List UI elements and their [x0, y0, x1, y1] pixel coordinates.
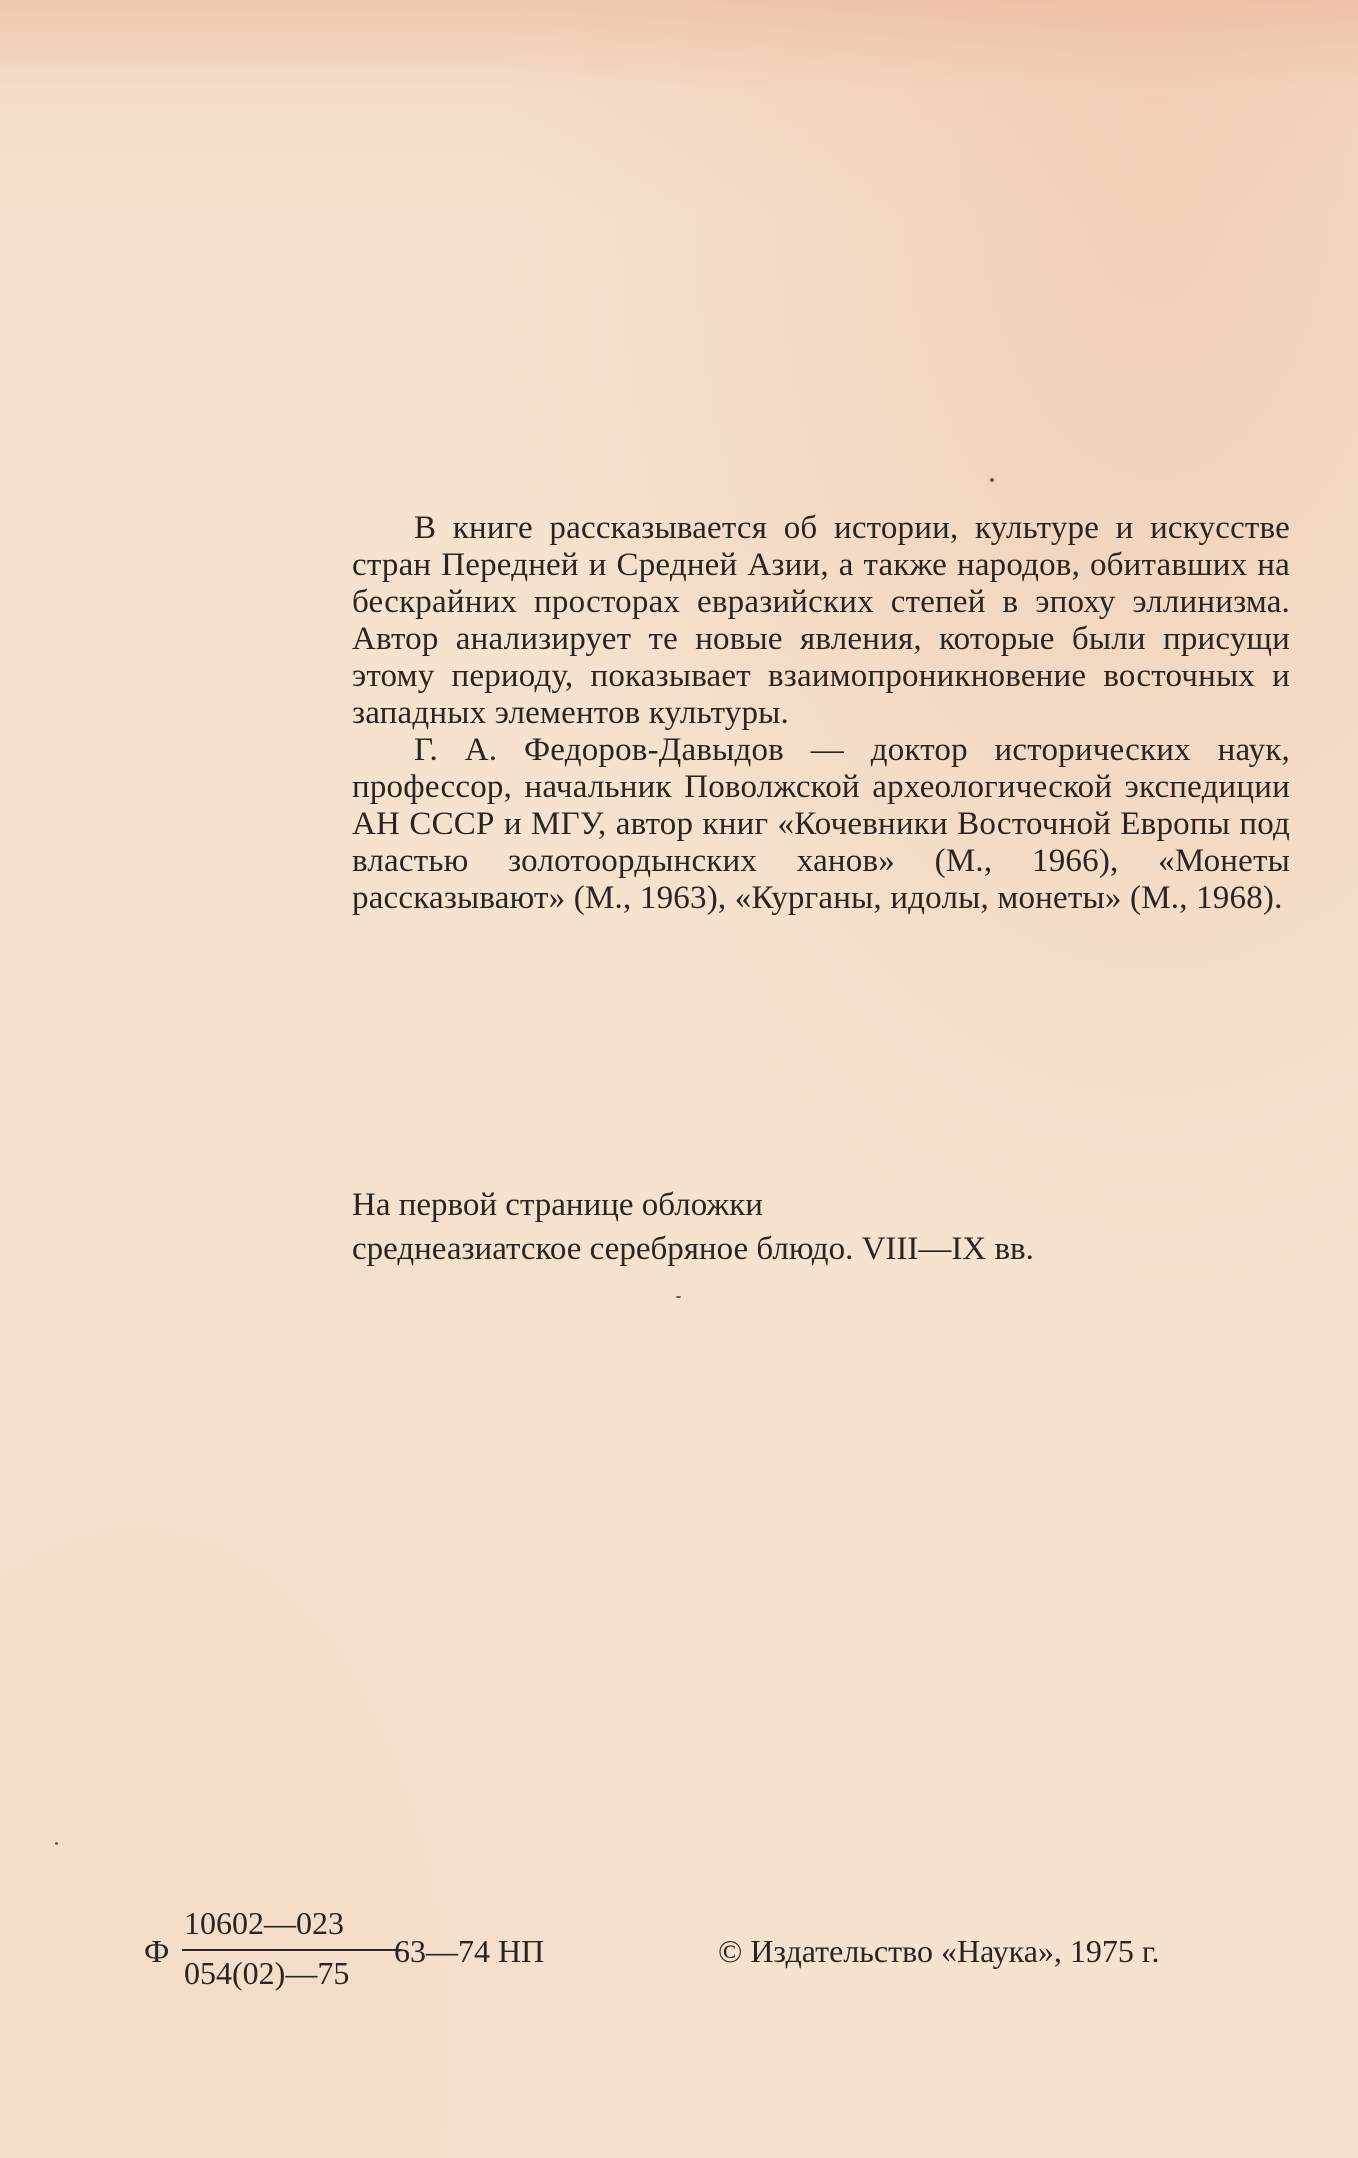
publisher-copyright: © Издательство «Наука», 1975 г. [718, 1933, 1160, 1969]
paper-speck [990, 478, 994, 482]
fraction-bar [182, 1949, 402, 1951]
annotation-paragraph-author: Г. А. Федоров-Давыдов — доктор исторических наук, профессор, начальник Поволжской археологической экспедиции АН СССР и МГУ, автор книг «Кочевники Восточной Европы под властью золотоордынских ханов» (М., 1966), «Монеты рассказывают» (М., 1963), «Курганы, идолы, монеты» (М., 1968). [352, 732, 1290, 916]
book-annotation [352, 510, 1290, 917]
imprint-plan-code: 63—74 НП [394, 1933, 545, 1969]
imprint-index-denominator: 054(02)—75 [184, 1955, 350, 1991]
paper-speck [676, 1296, 681, 1298]
cover-note-line-1: На первой странице обложки [352, 1187, 763, 1223]
publication-imprint [140, 1905, 1290, 1995]
cover-illustration-note [352, 1183, 1252, 1271]
imprint-index-numerator: 10602—023 [184, 1905, 344, 1941]
cover-note-line-2: среднеазиатское серебряное блюдо. VIII—IX вв. [352, 1231, 1034, 1267]
imprint-index-letter: Ф [144, 1933, 170, 1969]
annotation-paragraph-summary: В книге рассказывается об истории, культуре и искусстве стран Передней и Средней Азии, а также народов, обитавших на бескрайних просторах евразийских степей в эпоху эллинизма. Автор анализирует те новые явления, которые были присущи этому периоду, показывает взаимопроникновение восточных и западных элементов культуры. [352, 510, 1290, 731]
paper-speck [55, 1842, 58, 1845]
